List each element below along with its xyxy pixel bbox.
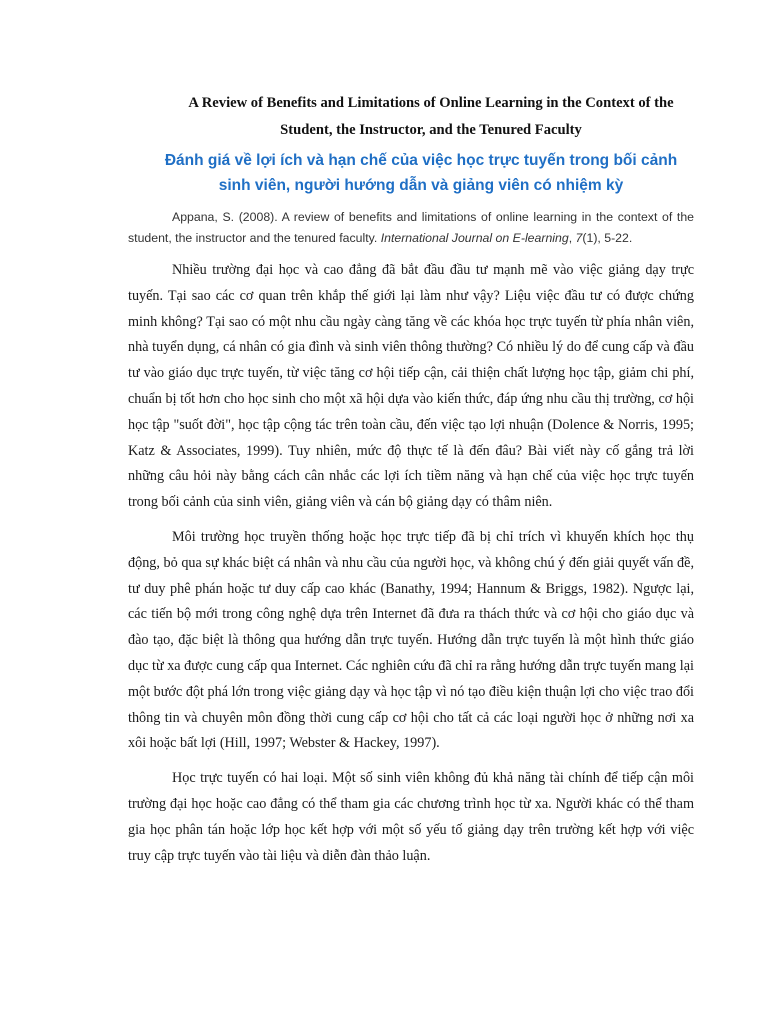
citation-volume: 7 (575, 231, 583, 245)
citation (128, 207, 694, 249)
body-paragraph-2: Môi trường học truyền thống hoặc học trực tiếp đã bị chỉ trích vì khuyến khích học thụ động, bỏ qua sự khác biệt cá nhân và nhu cầu của người học, và không chú ý đến giải quyết vấn đề, tư duy phê phán hoặc tư duy cấp cao khác (Banathy, 1994; Hannum & Briggs, 1982). Ngược lại, các tiến bộ mới trong công nghệ dựa trên Internet đã đưa ra thách thức và cơ hội cho giáo dục và đào tạo, đặc biệt là thông qua hướng dẫn trực tuyến. Hướng dẫn trực tuyến là một hình thức giáo dục từ xa được cung cấp qua Internet. Các nghiên cứu đã chỉ ra rằng hướng dẫn trực tuyến mang lại một bước đột phá lớn trong việc giảng dạy và học tập vì nó tạo điều kiện thuận lợi cho việc trao đổi thông tin và chuyên môn đồng thời cung cấp cơ hội cho tất cả các loại người học ở những nơi xa xôi hoặc bất lợi (Hill, 1997; Webster & Hackey, 1997). (128, 528, 694, 752)
citation-journal: International Journal on E-learning (380, 231, 569, 245)
citation-issue-pages: (1), 5-22. (582, 231, 633, 245)
body-paragraph-3: Học trực tuyến có hai loại. Một số sinh viên không đủ khả năng tài chính để tiếp cận môi trường đại học hoặc cao đẳng có thể tham gia các chương trình học từ xa. Người khác có thể tham gia học phân tán hoặc lớp học kết hợp với một số yếu tố giảng dạy trên trường kết hợp với việc truy cập trực tuyến vào tài liệu và diễn đàn thảo luận. (128, 770, 694, 864)
citation-separator: , (568, 231, 576, 245)
body-paragraph-1: Nhiều trường đại học và cao đẳng đã bắt đầu đầu tư mạnh mẽ vào việc giảng dạy trực tuyến. Tại sao các cơ quan trên khắp thế giới lại làm như vậy? Liệu việc đầu tư có được chứng minh không? Tại sao có một nhu cầu ngày càng tăng về các khóa học trực tuyến từ phía nhân viên, nhà tuyển dụng, cá nhân có gia đình và sinh viên thông thường? Có nhiều lý do để cung cấp và đầu tư vào giáo dục trực tuyến, từ việc tăng cơ hội tiếp cận, cải thiện chất lượng học tập, giảm chi phí, chuẩn bị tốt hơn cho học sinh cho một xã hội dựa vào kiến thức, đáp ứng nhu cầu thị trường, cơ hội học tập "suốt đời", học tập cộng tác trên toàn cầu, đến việc tạo lợi nhuận (Dolence & Norris, 1995; Katz & Associates, 1999). Tuy nhiên, mức độ thực tế là đến đâu? Bài viết này cố gắng trả lời những câu hỏi này bằng cách cân nhắc các lợi ích tiềm năng và hạn chế của việc học trực tuyến trong bối cảnh của sinh viên, giảng viên và cán bộ giảng dạy có thâm niên. (128, 262, 694, 511)
english-title: A Review of Benefits and Limitations of Online Learning in the Context of the Student, the Instructor, and the Tenured Faculty (188, 95, 674, 138)
citation-authors-title: Appana, S. (2008). A review of benefits and limitations of online learning in the context of the student, the instructor and the tenured faculty. (128, 210, 694, 245)
vietnamese-title: Đánh giá về lợi ích và hạn chế của việc học trực tuyến trong bối cảnh sinh viên, người hướng dẫn và giảng viên có nhiệm kỳ (164, 152, 678, 194)
document-body (128, 90, 694, 869)
